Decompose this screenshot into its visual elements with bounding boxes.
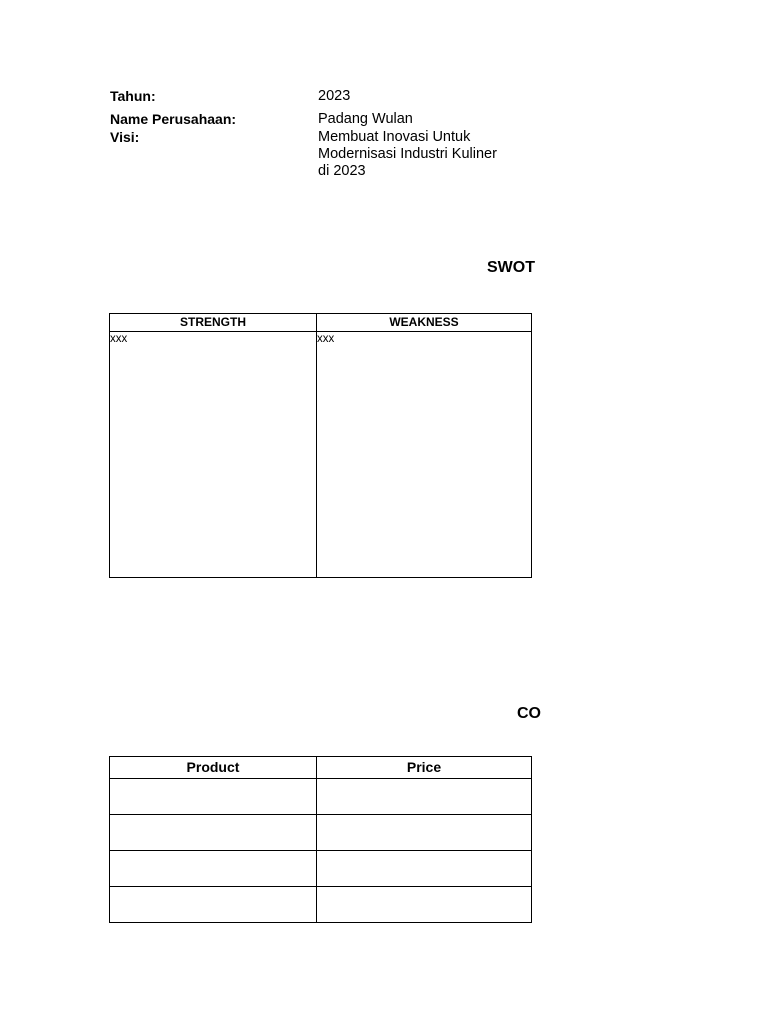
- product-cell: [110, 851, 317, 887]
- swot-body-row: [110, 332, 532, 578]
- competitor-table: [109, 756, 532, 923]
- year-label: Tahun:: [110, 88, 156, 104]
- product-cell: [110, 779, 317, 815]
- table-row: [110, 851, 532, 887]
- vision-value: [318, 129, 533, 180]
- price-cell: [317, 815, 532, 851]
- competitor-table-clip: [109, 756, 533, 928]
- strength-cell: [110, 332, 317, 578]
- swot-title-clip: [0, 256, 533, 280]
- product-cell: [110, 887, 317, 923]
- competitor-title-clip: [0, 702, 541, 726]
- swot-table: [109, 313, 532, 578]
- swot-title: SWOT: [487, 259, 535, 276]
- vision-line: di 2023: [318, 163, 366, 179]
- competitor-title: CO: [517, 705, 541, 722]
- product-cell: [110, 815, 317, 851]
- weakness-cell: [317, 332, 532, 578]
- table-row: [110, 887, 532, 923]
- weakness-text: xxx: [317, 333, 335, 345]
- competitor-header-row: [110, 757, 532, 779]
- year-value: 2023: [318, 88, 351, 104]
- company-value: Padang Wulan: [318, 111, 413, 127]
- table-row: [110, 779, 532, 815]
- price-cell: [317, 887, 532, 923]
- vision-line: Modernisasi Industri Kuliner: [318, 146, 497, 162]
- swot-header-row: [110, 314, 532, 332]
- swot-table-clip: [109, 313, 533, 583]
- company-label: Name Perusahaan:: [110, 111, 237, 127]
- price-cell: [317, 851, 532, 887]
- strength-header: STRENGTH: [110, 314, 317, 332]
- strength-text: xxx: [110, 333, 128, 345]
- vision-line: Membuat Inovasi Untuk: [318, 129, 471, 145]
- weakness-header: WEAKNESS: [317, 314, 532, 332]
- product-header: Product: [110, 757, 317, 779]
- price-header: Price: [317, 757, 532, 779]
- vision-label: Visi:: [110, 129, 140, 145]
- table-row: [110, 815, 532, 851]
- price-cell: [317, 779, 532, 815]
